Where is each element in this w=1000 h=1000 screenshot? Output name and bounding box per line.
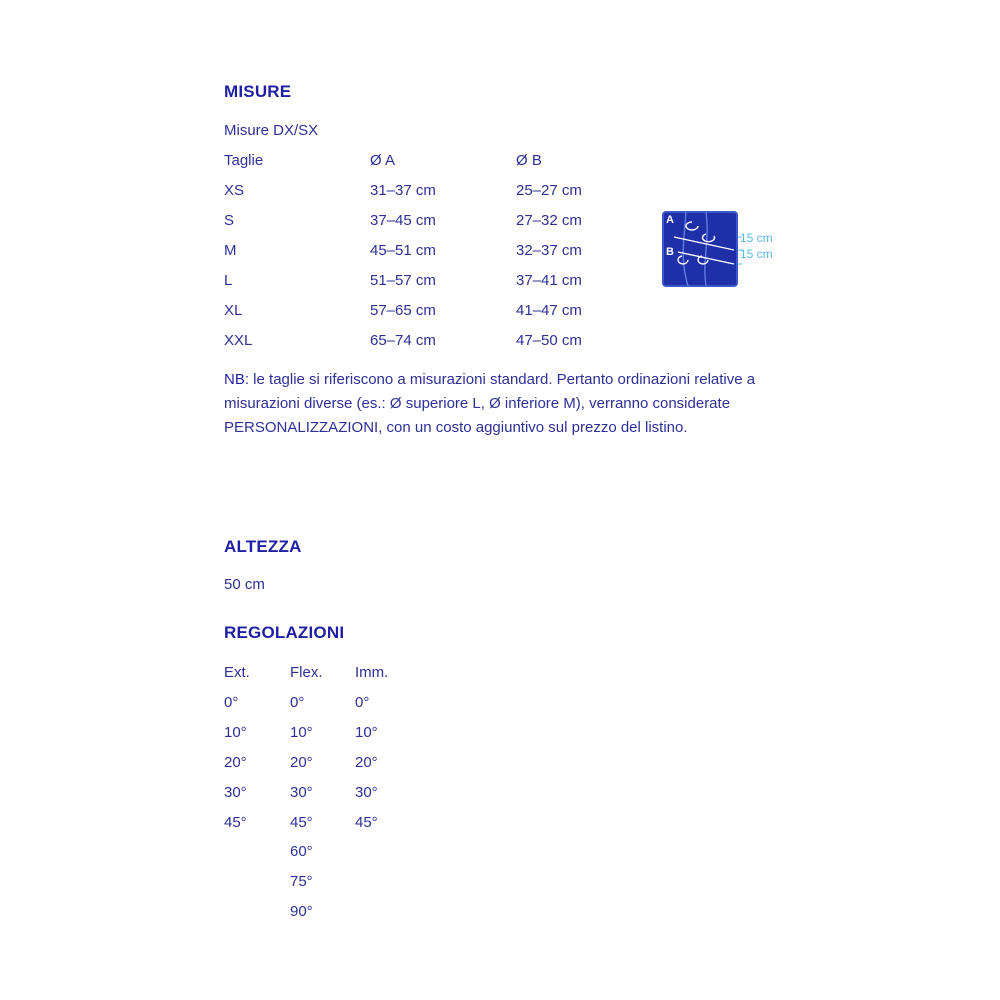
section-title-altezza: ALTEZZA (224, 537, 302, 556)
column-header-diameter-b: Ø B (516, 152, 542, 169)
flex-value: 30° (290, 784, 313, 801)
size-b-value: 47–50 cm (516, 332, 582, 349)
flex-value: 60° (290, 843, 313, 860)
column-header-ext: Ext. (224, 664, 250, 681)
size-label: XS (224, 182, 245, 199)
diagram-label-a: A (666, 214, 674, 226)
size-b-value: 37–41 cm (516, 272, 582, 289)
imm-value: 45° (355, 814, 378, 831)
size-a-value: 37–45 cm (370, 212, 436, 229)
column-header-flex: Flex. (290, 664, 323, 681)
size-b-value: 25–27 cm (516, 182, 582, 199)
size-b-value: 27–32 cm (516, 212, 582, 229)
imm-value: 10° (355, 724, 378, 741)
size-a-value: 65–74 cm (370, 332, 436, 349)
diagram-measure-lower: 15 cm (740, 247, 773, 261)
section-title-misure: MISURE (224, 82, 292, 101)
column-header-imm: Imm. (355, 664, 389, 681)
column-header-taglie: Taglie (224, 152, 264, 169)
ext-value: 0° (224, 694, 239, 711)
size-label: XL (224, 302, 243, 319)
flex-value: 0° (290, 694, 305, 711)
misure-subtitle: Misure DX/SX (224, 122, 319, 139)
diagram-measure-upper: 15 cm (740, 231, 773, 245)
column-header-diameter-a: Ø A (370, 152, 396, 169)
imm-value: 30° (355, 784, 378, 801)
imm-value: 0° (355, 694, 370, 711)
flex-value: 45° (290, 814, 313, 831)
size-a-value: 57–65 cm (370, 302, 436, 319)
ext-value: 45° (224, 814, 247, 831)
flex-value: 20° (290, 754, 313, 771)
size-a-value: 51–57 cm (370, 272, 436, 289)
size-label: L (224, 272, 233, 289)
measurement-diagram (660, 210, 782, 290)
size-b-value: 32–37 cm (516, 242, 582, 259)
diagram-label-b: B (666, 246, 674, 258)
size-a-value: 31–37 cm (370, 182, 436, 199)
imm-value: 20° (355, 754, 378, 771)
ext-value: 10° (224, 724, 247, 741)
altezza-value: 50 cm (224, 576, 265, 593)
size-b-value: 41–47 cm (516, 302, 582, 319)
ext-value: 20° (224, 754, 247, 771)
sizes-note (224, 368, 784, 440)
note-text: : le taglie si riferiscono a misurazioni standard. Pertanto ordinazioni relative a misurazioni diverse (es.: Ø superiore L, Ø inferiore M), verranno considerate PERSONALIZZAZIONI, con un costo aggiuntivo sul prezzo del listino. (224, 371, 756, 436)
section-title-regolazioni: REGOLAZIONI (224, 623, 345, 642)
size-label: S (224, 212, 235, 229)
flex-value: 10° (290, 724, 313, 741)
size-label: M (224, 242, 237, 259)
size-a-value: 45–51 cm (370, 242, 436, 259)
size-label: XXL (224, 332, 253, 349)
flex-value: 90° (290, 903, 313, 920)
ext-value: 30° (224, 784, 247, 801)
flex-value: 75° (290, 873, 313, 890)
note-prefix: NB (224, 371, 245, 388)
